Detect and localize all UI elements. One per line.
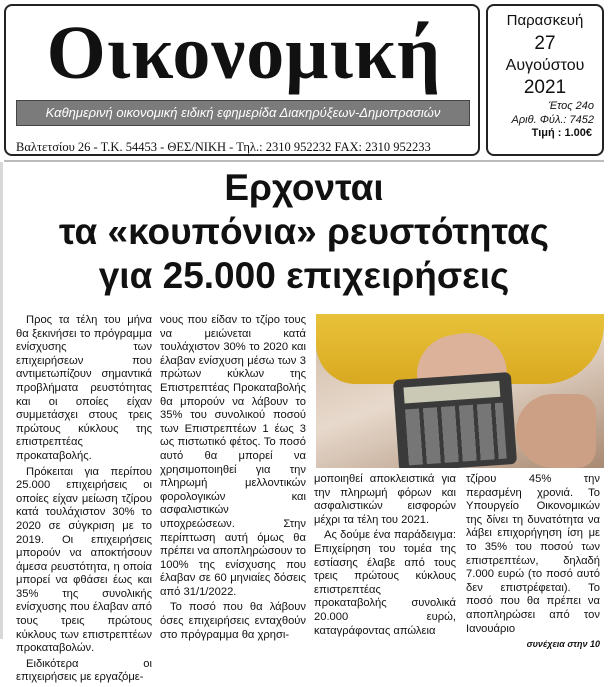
article-column-4: [466, 473, 600, 652]
calculator-icon: [393, 372, 517, 468]
photo-hand-right: [516, 394, 596, 468]
year: 2021: [523, 77, 567, 98]
day: 27: [534, 33, 556, 54]
paragraph: Ειδικότερα οι επιχειρήσεις με εργαζόμε-: [16, 657, 152, 684]
paragraph: μοποιηθεί αποκλειστικά για την πληρωμή φόρων και ασφαλιστικών εισφορών μέχρι τα τέλη του 2021.: [314, 473, 456, 526]
contact-address: Βαλτετσίου 26 - Τ.Κ. 54453 - ΘΕΣ/ΝΙΚΗ - Τηλ.: 2310 952232 FAX: 2310 952233: [16, 140, 431, 154]
weekday: Παρασκευή: [506, 12, 584, 29]
newspaper-logo: Οικονομική: [46, 11, 442, 95]
masthead: [4, 4, 480, 156]
headline-line-3: για 25.000 επιχειρήσεις: [98, 255, 510, 296]
paragraph: Προς τα τέλη του μήνα θα ξεκινήσει το πρόγραμμα ενίσχυσης των επιχειρήσεων που αντιμετωπίζουν σημαντικά προβλήματα ρευστότητας και οι οποίες είχαν συμμετάσχει στους τρεις πρώτους κύκλους της επιστρεπτέας προκαταβολής.: [16, 314, 152, 462]
calculator-keys: [405, 403, 507, 466]
paragraph: Πρόκειται για περίπου 25.000 επιχειρήσεις οι οποίες είχαν μείωση τζίρου κατά τουλάχιστον 30% το 2020 σε σύγκριση με το 2019. Οι επιχειρήσεις μπορούν να αποκτήσουν άμεσα ρευστότητα, η οποία μπορεί να φθάσει έως και 35% της συνολικής ενίσχυσης που έλαβαν από τους τρεις πρώτους κύκλους των επιστρεπτέων προκαταβολών.: [16, 465, 152, 655]
article-column-2: [160, 314, 306, 644]
volume-year: Έτος 24ο: [548, 100, 594, 112]
calculator-photo: [316, 314, 604, 468]
paragraph: τζίρου 45% την περασμένη χρονιά. Το Υπουργείο Οικονομικών της δίνει τη δυνατότητα να λάβει επιχορήγηση ίση με το 35% του ποσού των επιστρεπτέων, δηλαδή 7.000 ευρώ (το ποσό αυτό δεν επιστρέφεται). Το ποσό που θα πρέπει να αποπληρώσει από τον Ιανουάριο: [466, 473, 600, 635]
article-column-1: [16, 314, 152, 687]
date-box: [486, 4, 604, 156]
tagline-banner: Καθημερινή οικονομική ειδική εφημερίδα Διακηρύξεων-Δημοπρασιών: [16, 100, 470, 126]
separator-line: [4, 160, 604, 162]
paragraph: Το ποσό που θα λάβουν όσες επιχειρήσεις ενταχθούν στο πρόγραμμα θα χρησι-: [160, 601, 306, 641]
headline-line-2: τα «κουπόνια» ρευστότητας: [59, 211, 549, 252]
article-headline: [0, 166, 608, 298]
continued-on-page: συνέχεια στην 10: [526, 639, 600, 650]
paragraph: νους που είδαν το τζίρο τους να μειώνεται κατά τουλάχιστον 30% το 2020 και έλαβαν ενίσχυση μέσω των 3 πρώτων κύκλων της Επιστρεπτέας Προκαταβολής θα μπορούν να λάβουν το 35% του συνολικού ποσού των Επιστρεπτέων 1 έως 3 ως πιστωτικό φέτος. Το ποσό αυτό θα μπορεί να χρησιμοποιηθεί για την πληρωμή μελλοντικών φορολογικών και ασφαλιστικών υποχρεώσεων. Στην περίπτωση αυτή όμως θα πρέπει να αποπληρώσουν το 100% της ενίσχυσης που έλαβαν σε 60 μηνιαίες δόσεις από 31/1/2022.: [160, 314, 306, 598]
issue-number: Αριθ. Φύλ.: 7452: [511, 114, 594, 126]
calculator-screen: [403, 381, 500, 404]
price: Τιμή : 1.00€: [531, 127, 592, 139]
paragraph: Ας δούμε ένα παράδειγμα: Επιχείρηση του τομέα της εστίασης έλαβε από τους τρεις πρώτους κύκλους επιστρεπτέας προκαταβολής συνολικά 20.000 ευρώ, καταγράφοντας απώλεια: [314, 529, 456, 637]
month: Αυγούστου: [505, 57, 585, 74]
article-column-3: [314, 473, 456, 640]
headline-line-1: Ερχονται: [224, 167, 384, 208]
